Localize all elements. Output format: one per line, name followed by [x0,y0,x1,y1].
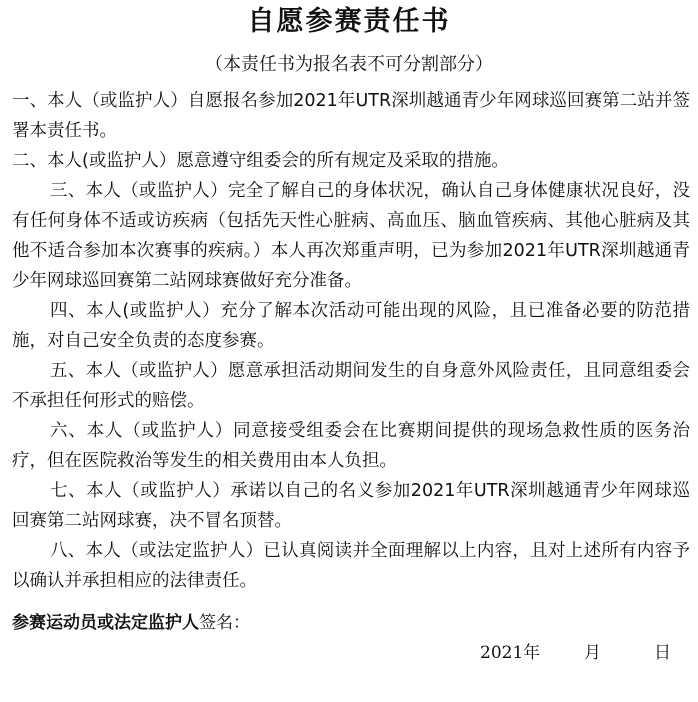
document-body [12,86,690,596]
clause-6: 六、本人（或监护人）同意接受组委会在比赛期间提供的现场急救性质的医务治疗，但在医院救治等发生的相关费用由本人负担。 [12,421,690,471]
clause-2: 二、本人(或监护人）愿意遵守组委会的所有规定及采取的措施。 [12,151,509,171]
signature-line [12,608,250,638]
date-day: 日 [654,643,671,663]
signature-label-suffix: 签名： [199,613,250,633]
clause-3: 三、本人（或监护人）完全了解自己的身体状况，确认自己身体健康状况良好，没有任何身体不适或访疾病（包括先天性心脏病、高血压、脑血管疾病、其他心脏病及其他不适合参加本次赛事的疾病。）本人再次郑重声明，已为参加2021年UTR深圳越通青少年网球巡回赛第二站网球赛做好充分准备。 [12,181,690,291]
document-title: 自愿参赛责任书 [247,6,451,37]
clause-5: 五、本人（或监护人）愿意承担活动期间发生的自身意外风险责任，且同意组委会不承担任何形式的赔偿。 [12,361,690,411]
document-subtitle: （本责任书为报名表不可分割部分） [205,54,493,75]
signature-label: 参赛运动员或法定监护人 [12,613,199,633]
clause-7: 七、本人（或监护人）承诺以自己的名义参加2021年UTR深圳越通青少年网球巡回赛第二站网球赛，决不冒名顶替。 [12,481,690,531]
date-year: 2021年 [480,643,541,663]
clause-1: 一、本人（或监护人）自愿报名参加2021年UTR深圳越通青少年网球巡回赛第二站并签署本责任书。 [12,91,690,141]
date-line [480,638,671,668]
date-month: 月 [584,643,601,663]
clause-4: 四、本人(或监护人）充分了解本次活动可能出现的风险，且已准备必要的防范措施，对自己安全负责的态度参赛。 [12,301,690,351]
clause-8: 八、本人（或法定监护人）已认真阅读并全面理解以上内容，且对上述所有内容予以确认并承担相应的法律责任。 [12,541,690,591]
